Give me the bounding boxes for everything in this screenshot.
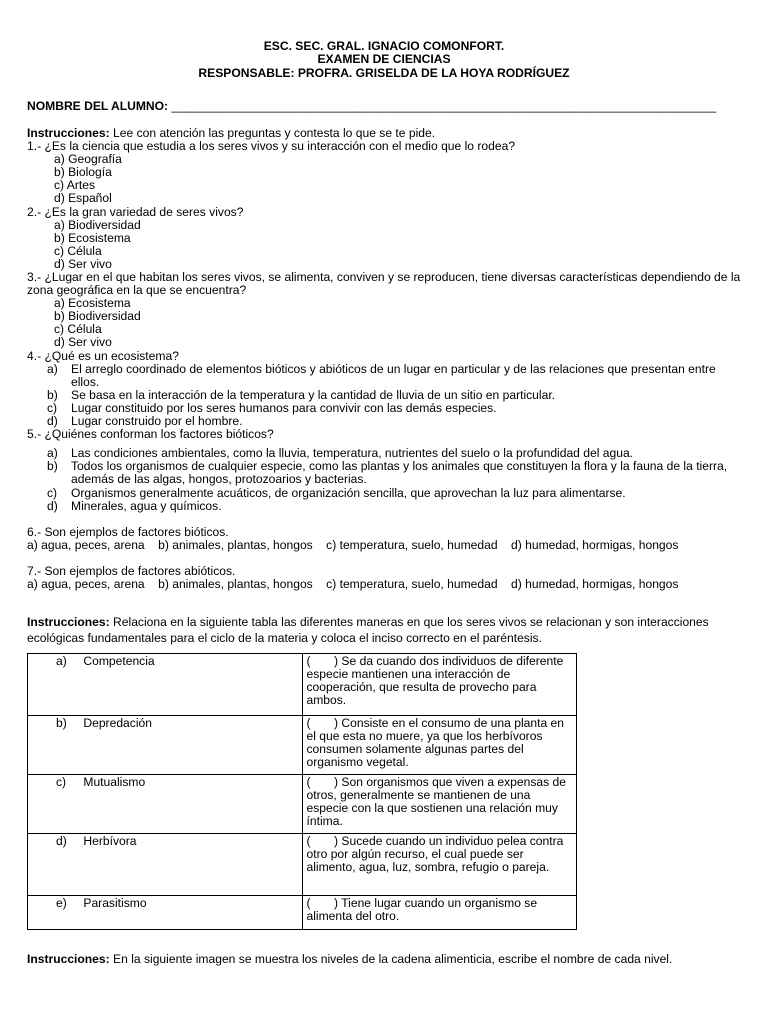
question-7-options[interactable]: a) agua, peces, arena b) animales, plantas, hongos c) temperatura, suelo, humedad d) humedad, hormigas, hongos bbox=[27, 576, 679, 591]
option[interactable] bbox=[47, 389, 741, 402]
instructions-1-text: Lee con atención las preguntas y contesta lo que se te pide. bbox=[113, 125, 436, 140]
relations-table bbox=[27, 653, 577, 930]
option-text: Minerales, agua y químicos. bbox=[71, 498, 222, 513]
option[interactable]: c) Célula bbox=[54, 322, 102, 337]
term-cell bbox=[28, 775, 303, 834]
question-2: 2.- ¿Es la gran variedad de seres vivos? bbox=[27, 204, 244, 219]
option[interactable]: c) Artes bbox=[54, 178, 95, 193]
option-text: Todos los organismos de cualquier especie, como las plantas y los animales que constituyen la flora y la fauna de la tierra, además de las algas, hongos, protozoarios y bacterias. bbox=[71, 459, 728, 487]
option[interactable] bbox=[47, 500, 741, 513]
question-5: 5.- ¿Quiénes conforman los factores bióticos? bbox=[27, 427, 274, 442]
option-letter: c) bbox=[47, 400, 58, 415]
option[interactable]: b) Biodiversidad bbox=[54, 309, 141, 324]
question-7: 7.- Son ejemplos de factores abióticos. bbox=[27, 563, 236, 578]
option-text: El arreglo coordinado de elementos bióticos y abióticos de un lugar en particular y de las relaciones que presentan entre ellos. bbox=[71, 361, 716, 389]
question-3: 3.- ¿Lugar en el que habitan los seres vivos, se alimenta, conviven y se reproducen, tiene diversas características dependiendo de la zona geográfica en la que se encuentra? bbox=[27, 270, 741, 298]
student-name-label: NOMBRE DEL ALUMNO: bbox=[27, 98, 169, 113]
option-letter: d) bbox=[47, 498, 58, 513]
option[interactable]: a) Geografía bbox=[54, 152, 122, 167]
spacer bbox=[27, 552, 741, 565]
question-2-options bbox=[27, 219, 741, 271]
instructions-1-label: Instrucciones: bbox=[27, 125, 110, 140]
option[interactable]: d) Ser vivo bbox=[54, 256, 112, 271]
term-text: Herbívora bbox=[83, 834, 137, 849]
term-letter: d) bbox=[56, 834, 67, 849]
option[interactable] bbox=[47, 363, 741, 389]
term-letter: c) bbox=[56, 775, 67, 790]
option-text: Lugar constituido por los seres humanos para convivir con las demás especies. bbox=[71, 400, 497, 415]
option-letter: b) bbox=[47, 459, 58, 474]
option-letter: b) bbox=[47, 387, 58, 402]
instructions-2 bbox=[27, 614, 741, 646]
instructions-3-label: Instrucciones: bbox=[27, 952, 110, 967]
instructions-2-label: Instrucciones: bbox=[27, 615, 110, 630]
instructions-2-text: Relaciona en la siguiente tabla las diferentes maneras en que los seres vivos se relacionan y son interacciones ecológicas fundamentales para el ciclo de la materia y coloca el inciso correcto en el paréntesis. bbox=[27, 615, 709, 646]
term-letter: e) bbox=[56, 896, 67, 911]
term-cell bbox=[28, 896, 303, 930]
option[interactable]: d) Ser vivo bbox=[54, 335, 112, 350]
term-text: Competencia bbox=[83, 654, 155, 669]
option-text: Lugar construido por el hombre. bbox=[71, 414, 243, 429]
exam-header bbox=[27, 40, 741, 80]
option-letter: d) bbox=[47, 414, 58, 429]
option-text: Se basa en la interacción de la temperatura y la cantidad de lluvia de un sitio en particular. bbox=[71, 387, 556, 402]
question-4-options bbox=[27, 363, 741, 428]
question-6: 6.- Son ejemplos de factores bióticos. bbox=[27, 524, 229, 539]
term-text: Mutualismo bbox=[83, 775, 146, 790]
option[interactable]: d) Español bbox=[54, 191, 112, 206]
option-letter: a) bbox=[47, 446, 58, 461]
option[interactable]: b) Ecosistema bbox=[54, 230, 131, 245]
term-letter: b) bbox=[56, 716, 67, 731]
spacer bbox=[27, 513, 741, 526]
option[interactable]: a) Biodiversidad bbox=[54, 217, 141, 232]
teacher-name: RESPONSABLE: PROFRA. GRISELDA DE LA HOYA RODRÍGUEZ bbox=[198, 65, 570, 80]
exam-title: EXAMEN DE CIENCIAS bbox=[317, 52, 451, 67]
definition-cell[interactable]: ( ) Se da cuando dos individuos de diferente especie mantienen una interacción de cooperación, que resulta de provecho para ambos. bbox=[302, 654, 577, 716]
definition-cell[interactable]: ( ) Sucede cuando un individuo pelea contra otro por algún recurso, el cual puede ser alimento, agua, luz, sombra, refugio o pareja. bbox=[302, 834, 577, 896]
question-5-options bbox=[27, 447, 741, 512]
option-text: Organismos generalmente acuáticos, de organización sencilla, que aprovechan la luz para alimentarse. bbox=[71, 485, 626, 500]
instructions-3-text: En la siguiente imagen se muestra los niveles de la cadena alimenticia, escribe el nombre de cada nivel. bbox=[113, 952, 673, 967]
option[interactable]: a) Ecosistema bbox=[54, 296, 131, 311]
term-letter: a) bbox=[56, 654, 67, 669]
term-cell bbox=[28, 716, 303, 775]
option[interactable]: c) Célula bbox=[54, 243, 102, 258]
student-name-blank[interactable]: _________________________________________________________________________________ bbox=[171, 98, 717, 113]
question-3-options bbox=[27, 297, 741, 349]
school-name: ESC. SEC. GRAL. IGNACIO COMONFORT. bbox=[263, 39, 505, 53]
definition-cell[interactable]: ( ) Tiene lugar cuando un organismo se alimenta del otro. bbox=[302, 896, 577, 930]
term-cell bbox=[28, 834, 303, 896]
option[interactable]: b) Biología bbox=[54, 165, 112, 180]
option-text: Las condiciones ambientales, como la lluvia, temperatura, nutrientes del suelo o la profundidad del agua. bbox=[71, 446, 634, 461]
question-4: 4.- ¿Qué es un ecosistema? bbox=[27, 348, 179, 363]
exam-page bbox=[27, 40, 741, 967]
term-cell bbox=[28, 654, 303, 716]
question-6-options[interactable]: a) agua, peces, arena b) animales, plantas, hongos c) temperatura, suelo, humedad d) humedad, hormigas, hongos bbox=[27, 537, 679, 552]
option-letter: c) bbox=[47, 485, 58, 500]
table-row bbox=[28, 834, 577, 896]
question-1-options bbox=[27, 153, 741, 205]
table-row bbox=[28, 896, 577, 930]
definition-cell[interactable]: ( ) Consiste en el consumo de una planta en el que esta no muere, ya que los herbívoros consumen solamente algunas partes del organismo vegetal. bbox=[302, 716, 577, 775]
student-name-line bbox=[27, 100, 741, 113]
table-row bbox=[28, 654, 577, 716]
option[interactable] bbox=[47, 487, 741, 500]
term-text: Depredación bbox=[83, 716, 152, 731]
question-1: 1.- ¿Es la ciencia que estudia a los seres vivos y su interacción con el medio que lo rodea? bbox=[27, 139, 516, 154]
definition-cell[interactable]: ( ) Son organismos que viven a expensas de otros, generalmente se mantienen de una especie con la que sostienen una relación muy íntima. bbox=[302, 775, 577, 834]
option[interactable] bbox=[47, 460, 741, 486]
table-row bbox=[28, 775, 577, 834]
option-letter: a) bbox=[47, 361, 58, 376]
instructions-3 bbox=[27, 952, 741, 967]
table-row bbox=[28, 716, 577, 775]
term-text: Parasitismo bbox=[83, 896, 147, 911]
